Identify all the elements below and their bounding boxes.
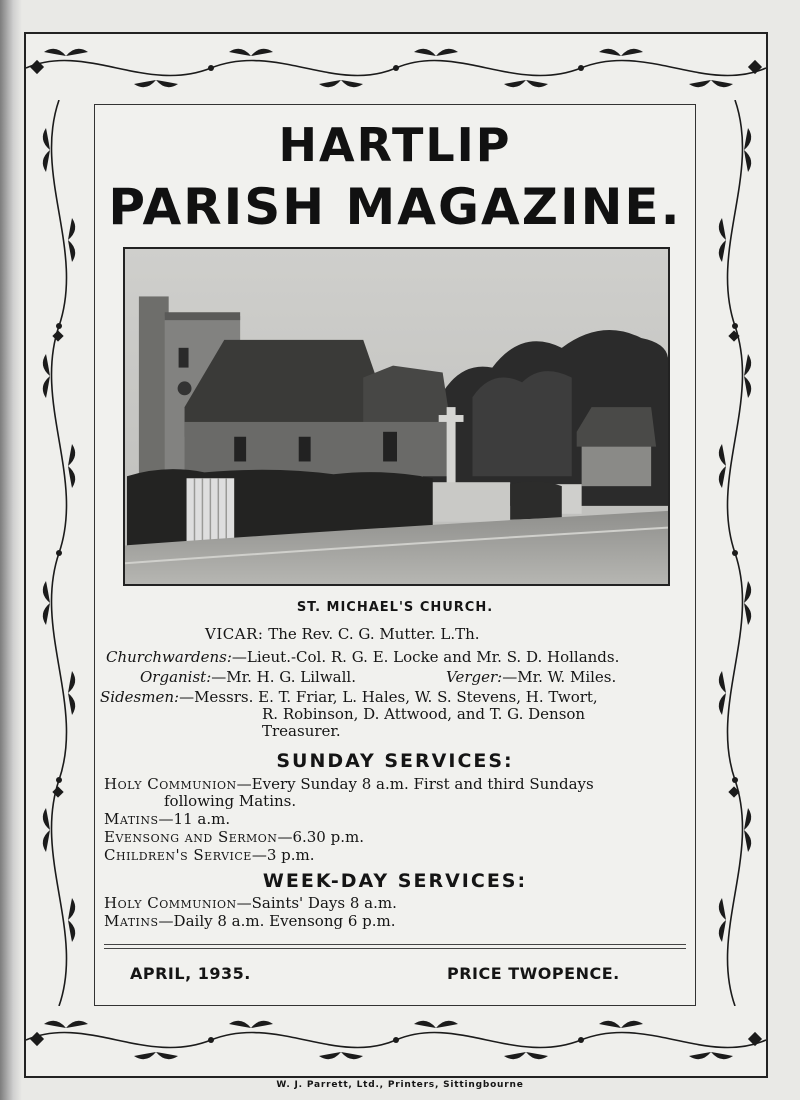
- printer-imprint: W. J. Parrett, Ltd., Printers, Sittingbourne: [276, 1080, 524, 1090]
- sunday-matins: [104, 810, 230, 828]
- churchwardens-line: [106, 648, 619, 666]
- sunday-evensong: [104, 828, 364, 846]
- weekday-holy-communion-label: Holy Communion: [104, 894, 237, 912]
- weekday-matins: [104, 912, 396, 930]
- vicar-name: The Rev. C. G. Mutter. L.Th.: [268, 625, 480, 643]
- verger-line: [446, 668, 616, 686]
- sunday-evensong-label: Evensong and Sermon: [104, 828, 278, 846]
- sunday-childrens-service: [104, 846, 315, 864]
- weekday-holy-communion-value: —Saints' Days 8 a.m.: [236, 894, 397, 912]
- page-binding-shadow: [0, 0, 22, 1100]
- weekday-services-heading: WEEK-DAY SERVICES:: [262, 870, 528, 892]
- sunday-holy-communion-label: Holy Communion: [104, 775, 237, 793]
- magazine-title-line1: HARTLIP: [278, 118, 512, 172]
- sunday-childrens-value: —3 p.m.: [251, 846, 315, 864]
- verger-label: Verger:: [446, 668, 503, 686]
- sidesmen-label: Sidesmen:: [100, 688, 180, 706]
- weekday-holy-communion: [104, 894, 397, 912]
- churchwardens-label: Churchwardens:: [106, 648, 232, 666]
- weekday-matins-label: Matins: [104, 912, 159, 930]
- verger-value: —Mr. W. Miles.: [502, 668, 617, 686]
- floral-border-top-icon: [26, 36, 766, 100]
- sidesmen-line2: R. Robinson, D. Attwood, and T. G. Denson: [262, 705, 586, 723]
- sunday-matins-value: —11 a.m.: [158, 810, 231, 828]
- floral-border-right-icon: [704, 100, 766, 1006]
- sunday-services-heading: SUNDAY SERVICES:: [276, 750, 514, 772]
- vicar-line: [205, 625, 480, 643]
- sunday-holy-communion: [104, 775, 594, 793]
- sunday-holy-communion-line1: —Every Sunday 8 a.m. First and third Sundays: [236, 775, 594, 793]
- organist-value: —Mr. H. G. Lilwall.: [211, 668, 356, 686]
- sunday-holy-communion-line2: following Matins.: [164, 792, 297, 810]
- divider-rule-2: [104, 948, 686, 949]
- photo-caption: ST. MICHAEL'S CHURCH.: [296, 600, 494, 615]
- organist-line: [140, 668, 356, 686]
- sunday-matins-label: Matins: [104, 810, 159, 828]
- vicar-label: VICAR:: [205, 625, 264, 643]
- floral-border-left-icon: [28, 100, 90, 1006]
- sidesmen-line: [100, 688, 598, 706]
- bottom-rule: [24, 1076, 768, 1078]
- floral-border-bottom-icon: [26, 1008, 766, 1072]
- issue-date: APRIL, 1935.: [130, 964, 251, 983]
- weekday-matins-value: —Daily 8 a.m. Evensong 6 p.m.: [158, 912, 396, 930]
- organist-label: Organist:: [140, 668, 212, 686]
- magazine-title-line2: PARISH MAGAZINE.: [108, 178, 682, 236]
- churchwardens-value: —Lieut.-Col. R. G. E. Locke and Mr. S. D. Hollands.: [231, 648, 620, 666]
- sidesmen-line1: —Messrs. E. T. Friar, L. Hales, W. S. Stevens, H. Twort,: [179, 688, 598, 706]
- sunday-evensong-value: —6.30 p.m.: [277, 828, 364, 846]
- sunday-childrens-label: Children's Service: [104, 846, 252, 864]
- sidesmen-line3: Treasurer.: [262, 722, 341, 740]
- divider-rule: [104, 944, 686, 945]
- church-photo: [123, 247, 670, 586]
- issue-price: PRICE TWOPENCE.: [447, 964, 620, 983]
